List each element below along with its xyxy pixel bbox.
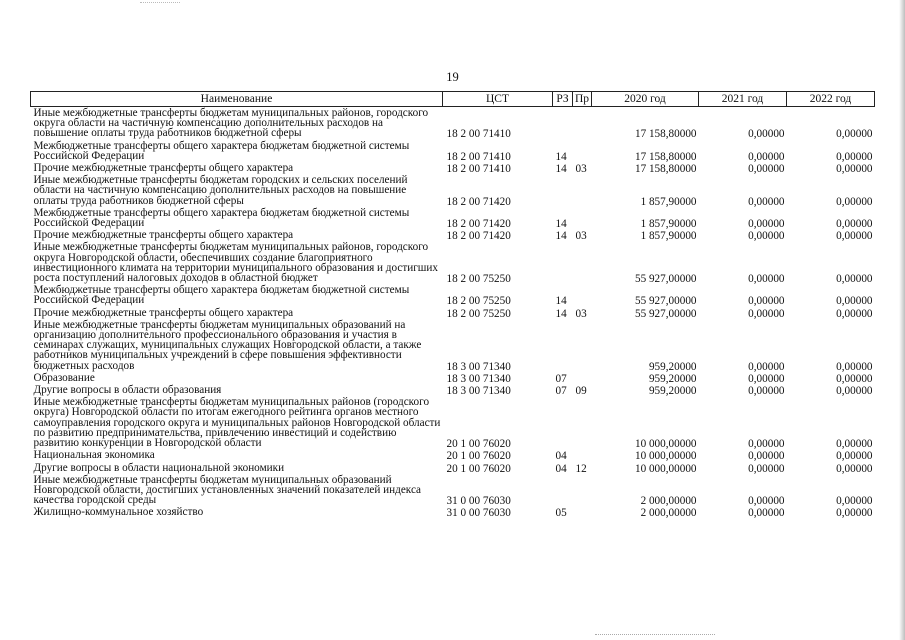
cell-y2021: 0,00000 <box>748 372 785 385</box>
cell-y2021: 0,00000 <box>748 230 785 243</box>
page-number: 19 <box>446 70 459 84</box>
cell-pr <box>573 140 592 162</box>
cell-pr <box>573 396 592 449</box>
cell-y2022: 0,00000 <box>836 495 873 508</box>
cell-rz: 14 <box>555 150 567 163</box>
cell-y2021: 0,00000 <box>748 150 785 163</box>
table-row <box>31 162 875 174</box>
cell-pr: 03 <box>575 163 587 176</box>
cell-y2020: 17 158,80000 <box>634 163 697 176</box>
cell-name: Межбюджетные трансферты общего характера бюджетам бюджетной системы Российской Федерации <box>33 284 410 307</box>
cell-rz <box>553 319 573 372</box>
cell-name: Иные межбюджетные трансферты бюджетам муниципальных районов, городского округа Новгородской области, обеспечивших создание благоприятного инвестиционного климата на территории муниципального образования и достигших роста поступлений налоговых доходов в областной бюджет <box>33 241 438 285</box>
cell-pr <box>573 284 592 306</box>
table-row <box>31 241 875 284</box>
cell-y2020: 2 000,00000 <box>640 495 697 508</box>
cell-y2021: 0,00000 <box>748 295 785 308</box>
cell-rz: 07 <box>555 372 567 385</box>
cell-y2020: 959,20000 <box>648 360 697 373</box>
cell-y2022: 0,00000 <box>836 230 873 243</box>
cell-y2020: 1 857,90000 <box>640 230 697 243</box>
table-row <box>31 506 875 518</box>
cell-rz <box>553 241 573 284</box>
cell-y2022: 0,00000 <box>836 273 873 286</box>
cell-cst: 18 2 00 71420 <box>446 218 511 231</box>
cell-cst: 18 2 00 75250 <box>446 295 511 308</box>
header-pr: Пр <box>573 92 592 107</box>
cell-cst: 18 2 00 71410 <box>446 150 511 163</box>
cell-cst: 31 0 00 76030 <box>446 507 511 520</box>
table-row <box>31 229 875 241</box>
cell-name: Межбюджетные трансферты общего характера бюджетам бюджетной системы Российской Федерации <box>33 206 410 230</box>
cell-y2022: 0,00000 <box>836 150 873 163</box>
cell-cst: 18 2 00 71410 <box>446 163 511 176</box>
cell-y2021: 0,00000 <box>748 450 785 463</box>
cell-cst: 20 1 00 76020 <box>446 450 511 463</box>
cell-rz: 07 <box>555 385 567 398</box>
cell-y2020: 10 000,00000 <box>634 462 697 475</box>
cell-rz: 04 <box>555 462 567 475</box>
table-row <box>31 462 875 474</box>
table-row <box>31 449 875 461</box>
header-rz: РЗ <box>553 92 573 107</box>
cell-y2022: 0,00000 <box>836 307 873 320</box>
table-row <box>31 140 875 162</box>
cell-cst: 18 3 00 71340 <box>446 360 511 373</box>
cell-pr <box>573 174 592 207</box>
cell-name: Иные межбюджетные трансферты бюджетам муниципальных образований Новгородской области, достигших установленных значений показателей индекса качества городской среды <box>33 473 422 507</box>
budget-table <box>30 91 875 519</box>
cell-y2022: 0,00000 <box>836 385 873 398</box>
cell-pr <box>573 372 592 384</box>
cell-y2022: 0,00000 <box>836 507 873 520</box>
cell-y2021: 0,00000 <box>748 128 785 141</box>
cell-y2021: 0,00000 <box>748 507 785 520</box>
cell-y2020: 55 927,00000 <box>634 273 697 286</box>
cell-y2022: 0,00000 <box>836 360 873 373</box>
table-header <box>31 92 875 107</box>
scan-artifact-bottom <box>595 634 715 636</box>
cell-rz: 14 <box>555 295 567 308</box>
cell-y2022: 0,00000 <box>836 195 873 208</box>
cell-y2020: 10 000,00000 <box>634 438 697 451</box>
cell-y2022: 0,00000 <box>836 218 873 231</box>
cell-y2020: 1 857,90000 <box>640 195 697 208</box>
cell-cst: 20 1 00 76020 <box>446 438 511 451</box>
cell-pr <box>573 241 592 284</box>
cell-y2021: 0,00000 <box>748 385 785 398</box>
cell-rz: 14 <box>555 163 567 176</box>
cell-pr <box>573 449 592 461</box>
cell-y2022: 0,00000 <box>836 163 873 176</box>
header-name: Наименование <box>31 92 443 107</box>
table-body <box>31 107 875 519</box>
header-2021: 2021 год <box>699 92 787 107</box>
header-2020: 2020 год <box>592 92 699 107</box>
cell-y2020: 959,20000 <box>648 372 697 385</box>
cell-y2020: 10 000,00000 <box>634 450 697 463</box>
cell-name: Иные межбюджетные трансферты бюджетам муниципальных районов (городского округа) Новгородской области по итогам ежегодного рейтинга органов местного самоуправления городского округа и муниципальных районов Новгородской области по развитию предпринимательства, привлечению инвестиций и содействию развитию конкуренции в Новгородской области <box>33 396 441 450</box>
cell-name: Иные межбюджетные трансферты бюджетам муниципальных образований на организацию дополнительного профессионального образования и участия в семинарах служащих, муниципальных служащих Новгородской области, а также работников муниципальных учреждений в сфере повышения эффективности бюджетных расходов <box>33 318 422 372</box>
table-row <box>31 284 875 306</box>
table-row <box>31 174 875 207</box>
cell-y2022: 0,00000 <box>836 462 873 475</box>
cell-cst: 18 3 00 71340 <box>446 372 511 385</box>
cell-pr: 09 <box>575 385 587 398</box>
cell-pr <box>573 319 592 372</box>
cell-name: Другие вопросы в области национальной экономики <box>33 461 285 474</box>
cell-rz <box>553 474 573 507</box>
cell-rz: 14 <box>555 230 567 243</box>
scan-edge-shadow <box>899 0 905 640</box>
table-row <box>31 372 875 384</box>
cell-name: Прочие межбюджетные трансферты общего характера <box>33 162 294 175</box>
cell-y2021: 0,00000 <box>748 218 785 231</box>
cell-rz: 14 <box>555 307 567 320</box>
cell-y2021: 0,00000 <box>748 195 785 208</box>
cell-y2020: 1 857,90000 <box>640 218 697 231</box>
cell-cst: 18 2 00 75250 <box>446 273 511 286</box>
cell-pr <box>573 474 592 507</box>
cell-name: Иные межбюджетные трансферты бюджетам городских и сельских поселений области на частичную компенсацию дополнительных расходов на повышение оплаты труда работников бюджетной сферы <box>33 174 408 207</box>
cell-y2021: 0,00000 <box>748 307 785 320</box>
cell-cst: 18 2 00 71420 <box>446 230 511 243</box>
table-row <box>31 474 875 507</box>
cell-y2020: 17 158,80000 <box>634 128 697 141</box>
cell-y2020: 55 927,00000 <box>634 295 697 308</box>
cell-pr: 03 <box>575 307 587 320</box>
cell-name: Прочие межбюджетные трансферты общего характера <box>33 229 294 242</box>
cell-rz: 14 <box>555 218 567 231</box>
cell-y2021: 0,00000 <box>748 360 785 373</box>
cell-name: Жилищно-коммунальное хозяйство <box>33 506 204 519</box>
cell-y2021: 0,00000 <box>748 163 785 176</box>
cell-name: Образование <box>33 371 95 384</box>
cell-pr <box>573 207 592 229</box>
cell-cst: 18 2 00 71410 <box>446 128 511 141</box>
cell-y2021: 0,00000 <box>748 273 785 286</box>
cell-y2020: 17 158,80000 <box>634 150 697 163</box>
table-row <box>31 107 875 140</box>
header-cst: ЦСТ <box>443 92 553 107</box>
cell-y2021: 0,00000 <box>748 495 785 508</box>
cell-y2022: 0,00000 <box>836 438 873 451</box>
cell-name: Межбюджетные трансферты общего характера бюджетам бюджетной системы Российской Федерации <box>33 139 410 162</box>
cell-y2022: 0,00000 <box>836 372 873 385</box>
cell-rz <box>553 174 573 207</box>
cell-y2021: 0,00000 <box>748 438 785 451</box>
cell-name: Другие вопросы в области образования <box>33 384 222 397</box>
cell-cst: 18 3 00 71340 <box>446 385 511 398</box>
cell-rz: 04 <box>555 450 567 463</box>
cell-pr: 03 <box>575 230 587 243</box>
cell-y2020: 55 927,00000 <box>634 307 697 320</box>
scan-artifact-top <box>140 2 180 4</box>
cell-name: Прочие межбюджетные трансферты общего характера <box>33 306 294 319</box>
header-row <box>31 92 875 107</box>
cell-y2020: 2 000,00000 <box>640 507 697 520</box>
cell-pr: 12 <box>575 462 587 475</box>
cell-name: Иные межбюджетные трансферты бюджетам муниципальных районов, городского округа области на частичную компенсацию дополнительных расходов на повышение оплаты труда работников бюджетной сферы <box>33 107 429 140</box>
table-row <box>31 207 875 229</box>
header-2022: 2022 год <box>787 92 875 107</box>
cell-y2022: 0,00000 <box>836 450 873 463</box>
cell-cst: 18 2 00 71420 <box>446 195 511 208</box>
cell-rz <box>553 107 573 140</box>
cell-name: Национальная экономика <box>33 449 155 462</box>
table-row <box>31 307 875 319</box>
cell-cst: 20 1 00 76020 <box>446 462 511 475</box>
cell-rz <box>553 396 573 449</box>
cell-rz: 05 <box>555 507 567 520</box>
cell-y2022: 0,00000 <box>836 295 873 308</box>
table-row <box>31 384 875 396</box>
table-row <box>31 396 875 449</box>
cell-cst: 18 2 00 75250 <box>446 307 511 320</box>
cell-y2020: 959,20000 <box>648 385 697 398</box>
table-row <box>31 319 875 372</box>
cell-pr <box>573 107 592 140</box>
cell-y2022: 0,00000 <box>836 128 873 141</box>
cell-y2021: 0,00000 <box>748 462 785 475</box>
cell-pr <box>573 506 592 518</box>
cell-cst: 31 0 00 76030 <box>446 495 511 508</box>
